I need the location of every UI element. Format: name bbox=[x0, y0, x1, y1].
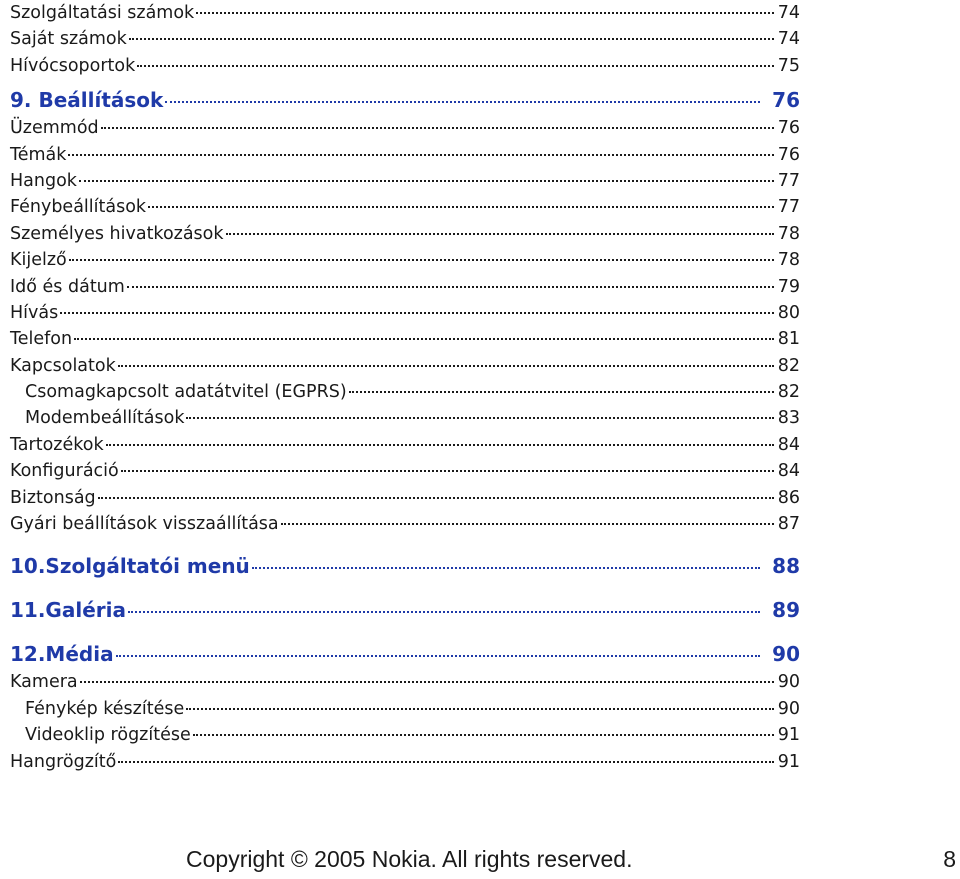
dot-leader bbox=[80, 681, 774, 683]
toc-entry-page: 74 bbox=[777, 3, 800, 23]
dot-leader bbox=[60, 312, 773, 314]
toc-entry-page: 81 bbox=[777, 329, 800, 350]
toc-entry-page: 86 bbox=[777, 487, 800, 508]
toc-entry[interactable] bbox=[10, 142, 800, 168]
toc-entry-page: 78 bbox=[777, 223, 800, 244]
toc-entry[interactable] bbox=[10, 53, 800, 79]
toc-entry-label: Kamera bbox=[10, 672, 78, 693]
toc-entry-page: 83 bbox=[777, 408, 800, 429]
toc-entry[interactable] bbox=[10, 749, 800, 775]
toc-entry-label: Fénykép készítése bbox=[25, 698, 185, 719]
toc-subentry[interactable] bbox=[10, 696, 800, 722]
toc-chapter-heading[interactable] bbox=[10, 551, 800, 581]
dot-leader bbox=[118, 365, 774, 367]
toc-entry[interactable] bbox=[10, 115, 800, 141]
toc-entry-page: 77 bbox=[777, 170, 800, 191]
dot-leader bbox=[148, 206, 774, 208]
toc-entry-page: 82 bbox=[777, 355, 800, 376]
toc-subentry[interactable] bbox=[10, 379, 800, 405]
toc-chapter-label: 10.Szolgáltatói menü bbox=[10, 554, 250, 579]
dot-leader bbox=[69, 259, 774, 261]
toc-entry[interactable] bbox=[10, 274, 800, 300]
toc-entry[interactable] bbox=[10, 353, 800, 379]
toc-entry-label: Saját számok bbox=[10, 29, 127, 50]
toc-entry-label: Üzemmód bbox=[10, 118, 99, 139]
toc-entry-page: 76 bbox=[777, 144, 800, 165]
dot-leader bbox=[79, 180, 774, 182]
toc-entry[interactable] bbox=[10, 194, 800, 220]
toc-entry[interactable] bbox=[10, 485, 800, 511]
toc-entry[interactable] bbox=[10, 26, 800, 52]
toc-entry-label: Modembeállítások bbox=[25, 408, 185, 429]
dot-leader bbox=[98, 497, 774, 499]
toc-subentry[interactable] bbox=[10, 405, 800, 431]
toc-entry-label: Csomagkapcsolt adatátvitel (EGPRS) bbox=[25, 382, 347, 403]
toc-entry-label: Tartozékok bbox=[10, 434, 104, 455]
dot-leader bbox=[186, 417, 773, 419]
toc-entry-label: Hangok bbox=[10, 170, 77, 191]
toc-chapter-page: 90 bbox=[772, 642, 800, 667]
toc-entry-page: 90 bbox=[777, 698, 800, 719]
toc-entry-label: Kapcsolatok bbox=[10, 355, 116, 376]
toc-entry-label: Biztonság bbox=[10, 487, 96, 508]
toc-entry[interactable] bbox=[10, 326, 800, 352]
dot-leader bbox=[281, 523, 774, 525]
toc-entry[interactable] bbox=[10, 300, 800, 326]
dot-leader bbox=[193, 734, 774, 736]
toc-entry[interactable] bbox=[10, 221, 800, 247]
toc-entry-page: 82 bbox=[777, 382, 800, 403]
dot-leader bbox=[252, 567, 760, 569]
page-number: 8 bbox=[943, 846, 956, 872]
toc-entry-page: 91 bbox=[777, 725, 800, 746]
toc-entry-label: Hangrögzítő bbox=[10, 751, 117, 772]
toc-chapter-page: 88 bbox=[772, 554, 800, 579]
toc-entry-page: 77 bbox=[777, 197, 800, 218]
toc-entry-page: 74 bbox=[777, 29, 800, 50]
toc-entry[interactable] bbox=[10, 247, 800, 273]
toc-entry[interactable] bbox=[10, 511, 800, 537]
toc-entry-label: Fénybeállítások bbox=[10, 197, 147, 218]
dot-leader bbox=[137, 65, 773, 67]
toc-entry[interactable] bbox=[10, 168, 800, 194]
toc-entry-page: 79 bbox=[777, 276, 800, 297]
toc-entry-label: Témák bbox=[10, 144, 67, 165]
toc-chapter-label: 11.Galéria bbox=[10, 598, 126, 623]
toc-entry-page: 76 bbox=[777, 118, 800, 139]
dot-leader bbox=[186, 708, 773, 710]
toc-entry-label: Szolgáltatási számok bbox=[10, 3, 195, 23]
copyright-footer: Copyright © 2005 Nokia. All rights reserved. bbox=[186, 846, 633, 872]
toc-entry-page: 78 bbox=[777, 250, 800, 271]
toc-entry[interactable] bbox=[10, 0, 800, 26]
toc-entry-page: 84 bbox=[777, 461, 800, 482]
toc-subentry[interactable] bbox=[10, 722, 800, 748]
toc-entry-label: Hívócsoportok bbox=[10, 55, 136, 76]
toc-entry-page: 80 bbox=[777, 302, 800, 323]
dot-leader bbox=[226, 233, 774, 235]
toc-chapter-heading[interactable] bbox=[10, 85, 800, 115]
toc-entry-page: 87 bbox=[777, 514, 800, 535]
toc-entry-label: Hívás bbox=[10, 302, 59, 323]
dot-leader bbox=[127, 286, 774, 288]
toc-entry-page: 75 bbox=[777, 55, 800, 76]
toc-entry-label: Konfiguráció bbox=[10, 461, 119, 482]
toc-entry-label: Gyári beállítások visszaállítása bbox=[10, 514, 279, 535]
dot-leader bbox=[118, 761, 773, 763]
toc-entry[interactable] bbox=[10, 458, 800, 484]
dot-leader bbox=[128, 611, 760, 613]
dot-leader bbox=[68, 154, 773, 156]
toc-entry-page: 90 bbox=[777, 672, 800, 693]
dot-leader bbox=[129, 38, 774, 40]
table-of-contents bbox=[10, 0, 800, 775]
toc-entry-label: Videoklip rögzítése bbox=[25, 725, 191, 746]
toc-entry-page: 84 bbox=[777, 434, 800, 455]
dot-leader bbox=[74, 338, 774, 340]
dot-leader bbox=[101, 127, 774, 129]
toc-entry[interactable] bbox=[10, 669, 800, 695]
toc-entry-page: 91 bbox=[777, 751, 800, 772]
toc-entry-label: Kijelző bbox=[10, 250, 67, 271]
toc-chapter-heading[interactable] bbox=[10, 595, 800, 625]
toc-chapter-page: 89 bbox=[772, 598, 800, 623]
toc-chapter-label: 12.Média bbox=[10, 642, 114, 667]
toc-chapter-label: 9. Beállítások bbox=[10, 88, 164, 113]
dot-leader bbox=[165, 101, 760, 103]
toc-entry-label: Személyes hivatkozások bbox=[10, 223, 224, 244]
dot-leader bbox=[196, 12, 774, 14]
dot-leader bbox=[116, 655, 761, 657]
toc-entry-label: Telefon bbox=[10, 329, 73, 350]
dot-leader bbox=[121, 470, 774, 472]
toc-chapter-heading[interactable] bbox=[10, 639, 800, 669]
toc-chapter-page: 76 bbox=[772, 88, 800, 113]
dot-leader bbox=[106, 444, 774, 446]
dot-leader bbox=[349, 391, 774, 393]
toc-entry-label: Idő és dátum bbox=[10, 276, 125, 297]
toc-entry[interactable] bbox=[10, 432, 800, 458]
